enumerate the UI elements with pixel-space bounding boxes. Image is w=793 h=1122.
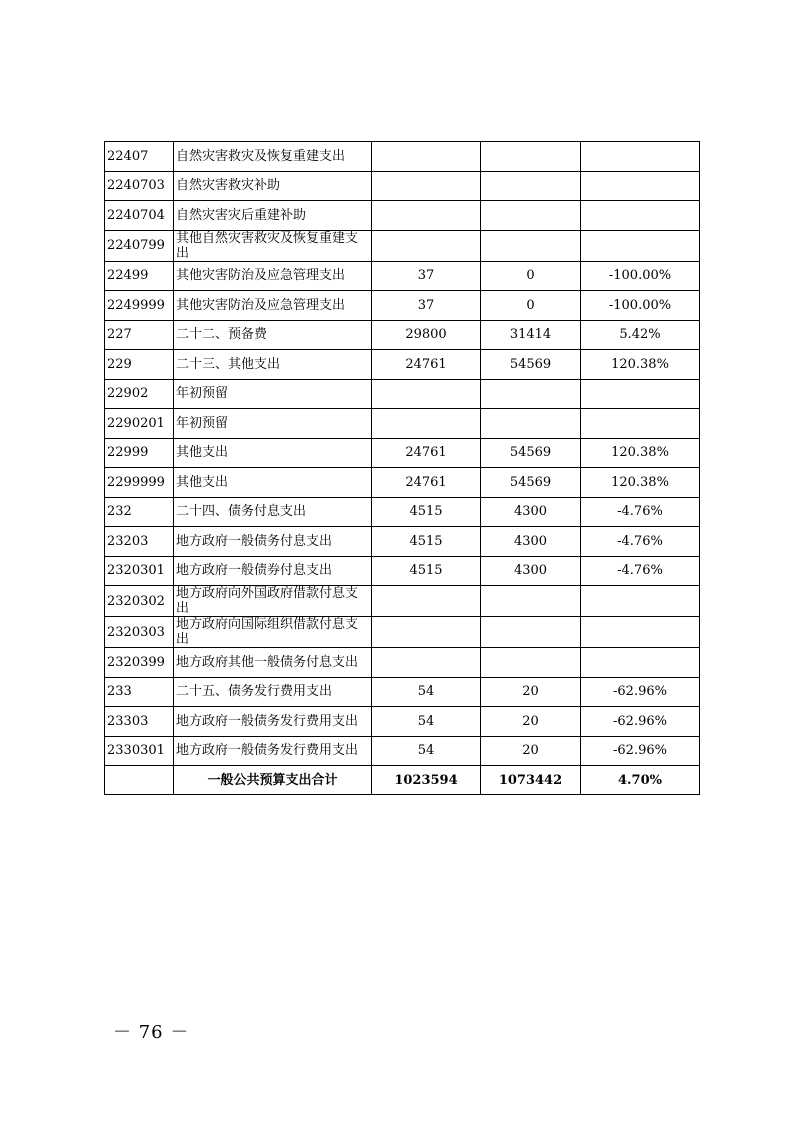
cell-item-name: 地方政府一般债务发行费用支出: [174, 736, 372, 766]
cell-item-name: 地方政府一般债券付息支出: [174, 556, 372, 586]
cell-value-prev: [372, 648, 481, 678]
cell-code: 2299999: [105, 468, 174, 498]
cell-value-prev: 4515: [372, 497, 481, 527]
cell-code: 2320301: [105, 556, 174, 586]
cell-code: 23303: [105, 707, 174, 737]
table-row: [105, 648, 700, 678]
cell-code: 2320399: [105, 648, 174, 678]
table-row: [105, 320, 700, 350]
cell-item-name: 其他灾害防治及应急管理支出: [174, 291, 372, 321]
table-row: [105, 736, 700, 766]
cell-value-budget: [481, 617, 581, 648]
cell-item-name: 二十三、其他支出: [174, 350, 372, 380]
table-row: [105, 556, 700, 586]
cell-value-prev: 37: [372, 261, 481, 291]
cell-value-budget: 54569: [481, 350, 581, 380]
page-number: － 76 －: [113, 1022, 190, 1043]
cell-item-name: 自然灾害救灾及恢复重建支出: [174, 142, 372, 172]
table-row: [105, 230, 700, 261]
cell-value-prev: 24761: [372, 468, 481, 498]
table-row: [105, 527, 700, 557]
cell-value-budget: 54569: [481, 468, 581, 498]
cell-change-pct: -4.76%: [581, 497, 700, 527]
cell-value-budget: 31414: [481, 320, 581, 350]
cell-value-prev: 4515: [372, 556, 481, 586]
cell-change-pct: 120.38%: [581, 468, 700, 498]
cell-item-name: 自然灾害灾后重建补助: [174, 201, 372, 231]
cell-value-prev: 24761: [372, 350, 481, 380]
table-row: [105, 707, 700, 737]
cell-value-budget: 4300: [481, 497, 581, 527]
cell-item-name: 二十五、债务发行费用支出: [174, 677, 372, 707]
cell-value-prev: 37: [372, 291, 481, 321]
cell-code: 2320302: [105, 586, 174, 617]
table-row: [105, 617, 700, 648]
cell-item-name: 二十四、债务付息支出: [174, 497, 372, 527]
cell-value-budget: [481, 171, 581, 201]
table-row: [105, 171, 700, 201]
cell-change-pct: [581, 648, 700, 678]
cell-code: 2249999: [105, 291, 174, 321]
cell-item-name: 地方政府其他一般债务付息支出: [174, 648, 372, 678]
cell-item-name: 其他自然灾害救灾及恢复重建支出: [174, 230, 372, 261]
cell-code: 2240704: [105, 201, 174, 231]
cell-value-budget: [481, 201, 581, 231]
total-cell-item-name: 一般公共预算支出合计: [174, 766, 372, 795]
cell-value-budget: [481, 230, 581, 261]
total-cell-value-prev: 1023594: [372, 766, 481, 795]
table-row: [105, 497, 700, 527]
cell-change-pct: -62.96%: [581, 677, 700, 707]
table-row: [105, 350, 700, 380]
cell-item-name: 二十二、预备费: [174, 320, 372, 350]
cell-change-pct: [581, 617, 700, 648]
cell-code: 2320303: [105, 617, 174, 648]
table-row: [105, 379, 700, 409]
cell-change-pct: [581, 171, 700, 201]
table-row: [105, 201, 700, 231]
cell-code: 2290201: [105, 409, 174, 439]
cell-change-pct: -62.96%: [581, 707, 700, 737]
cell-value-prev: [372, 586, 481, 617]
cell-code: 2240799: [105, 230, 174, 261]
cell-value-budget: 0: [481, 261, 581, 291]
cell-value-prev: [372, 379, 481, 409]
cell-value-prev: [372, 617, 481, 648]
cell-change-pct: -4.76%: [581, 556, 700, 586]
cell-value-prev: 4515: [372, 527, 481, 557]
cell-value-budget: [481, 648, 581, 678]
cell-item-name: 年初预留: [174, 379, 372, 409]
cell-value-prev: [372, 142, 481, 172]
cell-code: 22499: [105, 261, 174, 291]
cell-code: 23203: [105, 527, 174, 557]
cell-code: 2240703: [105, 171, 174, 201]
cell-item-name: 自然灾害救灾补助: [174, 171, 372, 201]
total-cell-code: [105, 766, 174, 795]
cell-item-name: 年初预留: [174, 409, 372, 439]
cell-value-budget: [481, 142, 581, 172]
cell-change-pct: -100.00%: [581, 261, 700, 291]
cell-value-budget: 20: [481, 677, 581, 707]
table-row: [105, 677, 700, 707]
cell-value-budget: 54569: [481, 438, 581, 468]
cell-value-budget: [481, 409, 581, 439]
cell-value-budget: 20: [481, 736, 581, 766]
cell-item-name: 其他支出: [174, 468, 372, 498]
cell-value-prev: 29800: [372, 320, 481, 350]
cell-value-prev: 54: [372, 677, 481, 707]
cell-code: 2330301: [105, 736, 174, 766]
cell-code: 22999: [105, 438, 174, 468]
table-row: [105, 261, 700, 291]
total-cell-value-budget: 1073442: [481, 766, 581, 795]
cell-change-pct: 120.38%: [581, 438, 700, 468]
cell-item-name: 地方政府一般债务付息支出: [174, 527, 372, 557]
cell-change-pct: 5.42%: [581, 320, 700, 350]
cell-value-prev: [372, 409, 481, 439]
cell-change-pct: -100.00%: [581, 291, 700, 321]
cell-code: 22902: [105, 379, 174, 409]
cell-item-name: 其他灾害防治及应急管理支出: [174, 261, 372, 291]
total-cell-change-pct: 4.70%: [581, 766, 700, 795]
cell-change-pct: 120.38%: [581, 350, 700, 380]
cell-value-budget: 4300: [481, 556, 581, 586]
cell-item-name: 其他支出: [174, 438, 372, 468]
cell-change-pct: [581, 230, 700, 261]
cell-change-pct: [581, 379, 700, 409]
cell-change-pct: -62.96%: [581, 736, 700, 766]
cell-code: 227: [105, 320, 174, 350]
cell-code: 229: [105, 350, 174, 380]
cell-code: 22407: [105, 142, 174, 172]
budget-expenditure-table: [104, 141, 700, 795]
cell-change-pct: [581, 142, 700, 172]
cell-value-budget: 4300: [481, 527, 581, 557]
cell-value-prev: [372, 171, 481, 201]
cell-value-budget: 0: [481, 291, 581, 321]
cell-value-prev: 54: [372, 707, 481, 737]
table-row: [105, 142, 700, 172]
cell-value-budget: 20: [481, 707, 581, 737]
total-row: [105, 766, 700, 795]
cell-code: 232: [105, 497, 174, 527]
cell-change-pct: [581, 586, 700, 617]
cell-code: 233: [105, 677, 174, 707]
table-row: [105, 409, 700, 439]
cell-value-prev: [372, 201, 481, 231]
table-row: [105, 438, 700, 468]
cell-value-budget: [481, 586, 581, 617]
cell-change-pct: [581, 409, 700, 439]
cell-change-pct: [581, 201, 700, 231]
table-row: [105, 291, 700, 321]
table-body: [105, 142, 700, 795]
cell-value-prev: [372, 230, 481, 261]
cell-value-prev: 54: [372, 736, 481, 766]
cell-change-pct: -4.76%: [581, 527, 700, 557]
table-row: [105, 468, 700, 498]
cell-value-budget: [481, 379, 581, 409]
cell-item-name: 地方政府向国际组织借款付息支出: [174, 617, 372, 648]
cell-value-prev: 24761: [372, 438, 481, 468]
table-row: [105, 586, 700, 617]
cell-item-name: 地方政府一般债务发行费用支出: [174, 707, 372, 737]
cell-item-name: 地方政府向外国政府借款付息支出: [174, 586, 372, 617]
